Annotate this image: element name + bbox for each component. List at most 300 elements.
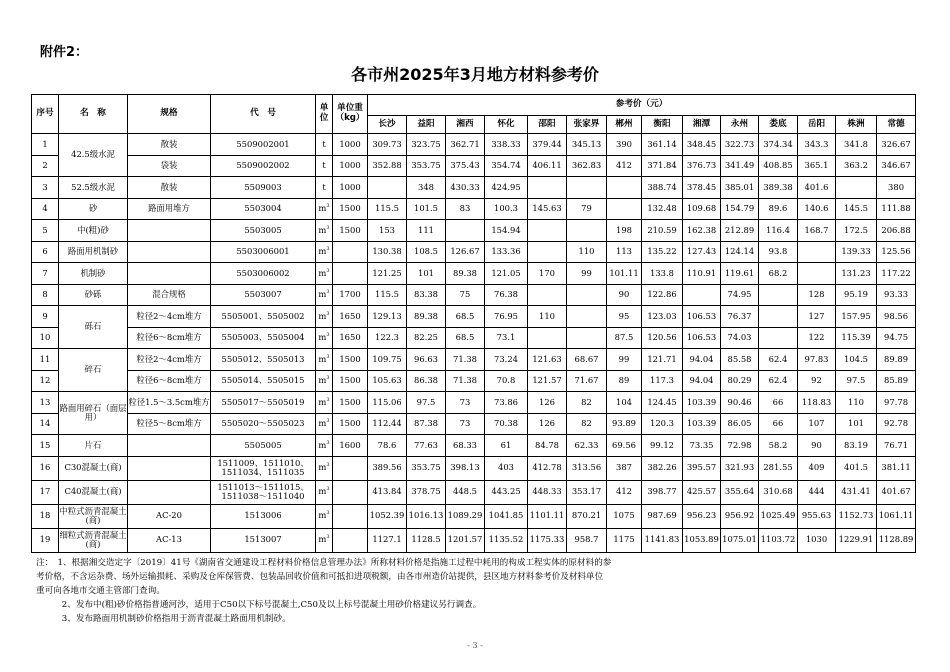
material-name: 碎石 [59, 349, 128, 392]
price-cell: 987.69 [642, 504, 683, 528]
price-cell: 210.59 [642, 220, 683, 242]
unit-weight: 1500 [333, 220, 368, 242]
price-cell: 408.85 [759, 155, 798, 177]
price-cell: 62.33 [567, 435, 607, 457]
price-cell: 348 [407, 177, 446, 199]
price-cell: 870.21 [567, 504, 607, 528]
price-cell: 120.56 [642, 327, 683, 349]
price-cell: 117.3 [642, 370, 683, 392]
unit-superscript: 3 [326, 396, 330, 403]
row-number: 3 [32, 177, 59, 199]
price-cell: 431.41 [836, 480, 877, 504]
price-cell: 79 [567, 198, 607, 220]
price-cell: 115.5 [368, 198, 407, 220]
table-row [32, 134, 916, 156]
price-cell: 448.33 [528, 480, 567, 504]
unit-text: t [322, 181, 326, 192]
price-cell: 83 [446, 198, 485, 220]
unit-superscript: 3 [326, 332, 330, 339]
price-cell: 128 [798, 284, 836, 306]
price-cell: 162.38 [683, 220, 721, 242]
price-cell: 120.3 [642, 413, 683, 435]
price-cell: 1101.11 [528, 504, 567, 528]
price-cell: 352.88 [368, 155, 407, 177]
header-unit: 单位 [316, 95, 333, 134]
row-number: 11 [32, 349, 59, 371]
price-cell: 1128.5 [407, 528, 446, 552]
price-cell: 1041.85 [485, 504, 528, 528]
price-cell: 133.36 [485, 241, 528, 263]
price-cell [567, 177, 607, 199]
price-cell: 116.4 [759, 220, 798, 242]
row-number: 12 [32, 370, 59, 392]
price-cell: 71.38 [446, 370, 485, 392]
price-cell: 1229.91 [836, 528, 877, 552]
unit-weight: 1650 [333, 327, 368, 349]
row-number: 13 [32, 392, 59, 414]
header-name: 名 称 [59, 95, 128, 134]
price-cell: 430.33 [446, 177, 485, 199]
header-code: 代 号 [211, 95, 316, 134]
price-cell: 80.29 [721, 370, 759, 392]
material-spec: AC-13 [128, 528, 211, 552]
price-cell: 388.74 [642, 177, 683, 199]
material-unit [316, 413, 333, 435]
material-unit [316, 284, 333, 306]
price-cell: 126 [528, 413, 567, 435]
price-cell: 395.57 [683, 456, 721, 480]
price-cell: 381.11 [877, 456, 916, 480]
material-unit [316, 263, 333, 285]
price-cell: 73 [446, 413, 485, 435]
note-line: 考价格，不含运杂费、场外运输损耗、采购及仓库保管费、包装品回收价值和可抵扣进项税额，由各市州造价站提供，县区地方材料参考价及材料单位 [36, 572, 604, 582]
material-unit [316, 370, 333, 392]
price-cell: 62.4 [759, 349, 798, 371]
table-row [32, 435, 916, 457]
table-row [32, 480, 916, 504]
material-spec: 混合规格 [128, 284, 211, 306]
price-cell: 341.8 [836, 134, 877, 156]
price-cell: 94.75 [877, 327, 916, 349]
price-cell: 444 [798, 480, 836, 504]
price-cell [683, 284, 721, 306]
unit-superscript: 3 [326, 224, 330, 231]
price-cell: 74.03 [721, 327, 759, 349]
price-cell: 71.38 [446, 349, 485, 371]
price-cell: 101 [407, 263, 446, 285]
price-cell: 122.86 [642, 284, 683, 306]
price-cell: 70.38 [485, 413, 528, 435]
price-cell: 281.55 [759, 456, 798, 480]
price-cell: 107 [798, 413, 836, 435]
header-city: 永州 [721, 116, 759, 134]
price-cell: 154.79 [721, 198, 759, 220]
material-spec: AC-20 [128, 504, 211, 528]
price-cell: 1141.83 [642, 528, 683, 552]
material-unit [316, 241, 333, 263]
price-cell: 110 [528, 306, 567, 328]
unit-weight [333, 528, 368, 552]
price-cell: 115.39 [836, 327, 877, 349]
material-unit [316, 456, 333, 480]
price-cell: 93.8 [759, 241, 798, 263]
price-cell: 82 [567, 392, 607, 414]
price-cell: 89.38 [446, 263, 485, 285]
material-code: 1511009、1511010、1511034、1511035 [211, 456, 316, 480]
price-cell: 338.33 [485, 134, 528, 156]
price-cell: 73 [446, 392, 485, 414]
price-cell: 87.38 [407, 413, 446, 435]
table-row [32, 456, 916, 480]
price-cell [528, 220, 567, 242]
note-line: 注： 1、根据湘交造定字〔2019〕41号《湖南省交通建设工程材料价格信息管理办法》所称材料价格是指施工过程中耗用的构成工程实体的原材料的参 [36, 558, 612, 568]
price-cell: 127 [798, 306, 836, 328]
price-cell: 401.6 [798, 177, 836, 199]
price-table [31, 94, 916, 553]
unit-text: m [318, 246, 327, 257]
material-code: 5503005 [211, 220, 316, 242]
unit-weight [333, 504, 368, 528]
material-spec: 散装 [128, 177, 211, 199]
price-cell: 379.44 [528, 134, 567, 156]
row-number: 17 [32, 480, 59, 504]
unit-superscript: 3 [326, 267, 330, 274]
material-unit [316, 220, 333, 242]
material-code: 5505001、5505002 [211, 306, 316, 328]
unit-text: m [318, 439, 327, 450]
price-cell: 1127.1 [368, 528, 407, 552]
price-cell: 90 [798, 435, 836, 457]
price-cell: 132.48 [642, 198, 683, 220]
price-cell: 68.5 [446, 306, 485, 328]
price-cell: 362.83 [567, 155, 607, 177]
price-cell: 110 [836, 392, 877, 414]
price-cell: 115.5 [368, 284, 407, 306]
price-cell: 1089.29 [446, 504, 485, 528]
price-cell: 119.61 [721, 263, 759, 285]
price-cell: 95 [607, 306, 642, 328]
price-cell: 68.33 [446, 435, 485, 457]
price-cell: 98.56 [877, 306, 916, 328]
price-cell: 401.5 [836, 456, 877, 480]
price-cell: 346.67 [877, 155, 916, 177]
material-spec: 路面用堆方 [128, 198, 211, 220]
price-cell: 101.5 [407, 198, 446, 220]
material-code: 5509003 [211, 177, 316, 199]
row-number: 16 [32, 456, 59, 480]
price-cell: 121.63 [528, 349, 567, 371]
price-cell: 130.38 [368, 241, 407, 263]
price-cell: 172.5 [836, 220, 877, 242]
unit-text: m [318, 534, 327, 545]
price-cell: 89.6 [759, 198, 798, 220]
price-cell: 73.35 [683, 435, 721, 457]
row-number: 7 [32, 263, 59, 285]
price-cell: 87.5 [607, 327, 642, 349]
price-cell: 145.63 [528, 198, 567, 220]
material-spec: 粒径1.5～3.5cm堆方 [128, 392, 211, 414]
header-city: 株洲 [836, 116, 877, 134]
unit-weight: 1000 [333, 155, 368, 177]
unit-text: m [318, 486, 327, 497]
unit-text: t [322, 138, 326, 149]
table-row [32, 177, 916, 199]
unit-text: m [318, 510, 327, 521]
unit-weight [333, 456, 368, 480]
price-cell: 68.67 [567, 349, 607, 371]
price-cell: 374.34 [759, 134, 798, 156]
unit-text: m [318, 224, 327, 235]
material-code: 5503006002 [211, 263, 316, 285]
price-cell: 94.04 [683, 349, 721, 371]
header-city: 娄底 [759, 116, 798, 134]
header-city: 益阳 [407, 116, 446, 134]
material-spec [128, 220, 211, 242]
price-cell: 125.56 [877, 241, 916, 263]
price-cell: 1025.49 [759, 504, 798, 528]
price-cell: 1052.39 [368, 504, 407, 528]
price-cell: 70.8 [485, 370, 528, 392]
price-cell: 89.89 [877, 349, 916, 371]
price-cell: 1016.13 [407, 504, 446, 528]
unit-weight [333, 480, 368, 504]
price-cell: 131.23 [836, 263, 877, 285]
price-cell: 111 [407, 220, 446, 242]
material-code: 5503006001 [211, 241, 316, 263]
material-spec [128, 456, 211, 480]
price-cell: 76.95 [485, 306, 528, 328]
material-code: 5503004 [211, 198, 316, 220]
price-cell: 86.05 [721, 413, 759, 435]
material-code: 5509002002 [211, 155, 316, 177]
price-cell: 112.44 [368, 413, 407, 435]
unit-text: m [318, 267, 327, 278]
price-cell: 1103.72 [759, 528, 798, 552]
material-spec [128, 263, 211, 285]
price-cell: 94.04 [683, 370, 721, 392]
price-cell: 93.89 [607, 413, 642, 435]
price-cell: 99.12 [642, 435, 683, 457]
material-name: 砂砾 [59, 284, 128, 306]
header-unit-weight: 单位重（kg） [333, 95, 368, 134]
material-code: 5505020～5505023 [211, 413, 316, 435]
page-number: - 3 - [467, 641, 483, 650]
price-cell: 387 [607, 456, 642, 480]
material-unit [316, 349, 333, 371]
header-city: 长沙 [368, 116, 407, 134]
price-cell: 117.22 [877, 263, 916, 285]
material-code: 5505012、5505013 [211, 349, 316, 371]
note-line: 3、发布路面用机制砂价格指用于沥青混凝土路面用机制砂。 [36, 614, 291, 624]
header-city: 邵阳 [528, 116, 567, 134]
price-cell: 111.88 [877, 198, 916, 220]
material-unit [316, 435, 333, 457]
price-cell: 127.43 [683, 241, 721, 263]
material-name: 片石 [59, 435, 128, 457]
price-cell: 89 [607, 370, 642, 392]
price-cell: 124.14 [721, 241, 759, 263]
price-cell: 353.75 [407, 456, 446, 480]
price-cell: 378.75 [407, 480, 446, 504]
row-number: 4 [32, 198, 59, 220]
price-cell: 86.38 [407, 370, 446, 392]
price-cell: 1053.89 [683, 528, 721, 552]
material-code: 5505003、5505004 [211, 327, 316, 349]
price-cell: 108.5 [407, 241, 446, 263]
price-cell: 109.68 [683, 198, 721, 220]
unit-superscript: 3 [326, 462, 330, 469]
price-cell: 83.38 [407, 284, 446, 306]
price-cell: 95.19 [836, 284, 877, 306]
price-cell: 424.95 [485, 177, 528, 199]
unit-text: m [318, 289, 327, 300]
price-cell: 68.5 [446, 327, 485, 349]
material-name: 52.5级水泥 [59, 177, 128, 199]
unit-text: m [318, 203, 327, 214]
price-cell: 71.67 [567, 370, 607, 392]
price-cell: 403 [485, 456, 528, 480]
row-number: 14 [32, 413, 59, 435]
material-unit [316, 155, 333, 177]
price-cell: 958.7 [567, 528, 607, 552]
unit-weight: 1500 [333, 413, 368, 435]
table-row [32, 413, 916, 435]
price-cell: 89.38 [407, 306, 446, 328]
price-cell: 309.73 [368, 134, 407, 156]
price-cell: 115.06 [368, 392, 407, 414]
price-cell: 76.71 [877, 435, 916, 457]
material-unit [316, 306, 333, 328]
price-cell: 101 [836, 413, 877, 435]
material-code: 5505014、5505015 [211, 370, 316, 392]
row-number: 10 [32, 327, 59, 349]
price-cell: 1061.11 [877, 504, 916, 528]
material-code: 5505005 [211, 435, 316, 457]
table-row [32, 220, 916, 242]
material-name: 机制砂 [59, 263, 128, 285]
unit-text: m [318, 396, 327, 407]
material-spec [128, 435, 211, 457]
material-name: C40混凝土(商) [59, 480, 128, 504]
row-number: 1 [32, 134, 59, 156]
header-city: 衡阳 [642, 116, 683, 134]
price-cell: 122.3 [368, 327, 407, 349]
unit-superscript: 3 [326, 510, 330, 517]
row-number: 6 [32, 241, 59, 263]
price-cell: 389.38 [759, 177, 798, 199]
price-cell: 121.57 [528, 370, 567, 392]
unit-superscript: 3 [326, 418, 330, 425]
price-cell: 170 [528, 263, 567, 285]
material-code: 1513007 [211, 528, 316, 552]
price-cell: 82.25 [407, 327, 446, 349]
price-cell: 1201.57 [446, 528, 485, 552]
note-line: 2、发布中(粗)砂价格指普通河沙，适用于C50以下标号混凝土,C50及以上标号混凝土用砂价格建议另行调查。 [36, 600, 482, 610]
unit-weight: 1500 [333, 349, 368, 371]
header-city: 岳阳 [798, 116, 836, 134]
price-cell: 153 [368, 220, 407, 242]
material-code: 5509002001 [211, 134, 316, 156]
footnotes [36, 556, 916, 626]
price-cell: 375.43 [446, 155, 485, 177]
price-cell: 390 [607, 134, 642, 156]
price-cell: 348.45 [683, 134, 721, 156]
material-name: 42.5级水泥 [59, 134, 128, 177]
unit-superscript: 3 [326, 289, 330, 296]
price-cell: 380 [877, 177, 916, 199]
material-name: 路面用机制砂 [59, 241, 128, 263]
price-cell [759, 284, 798, 306]
price-cell: 321.93 [721, 456, 759, 480]
table-row [32, 392, 916, 414]
price-cell [798, 241, 836, 263]
price-cell [368, 177, 407, 199]
price-cell: 84.78 [528, 435, 567, 457]
price-cell: 412 [607, 480, 642, 504]
price-cell: 106.53 [683, 306, 721, 328]
unit-weight [333, 263, 368, 285]
price-cell: 92.78 [877, 413, 916, 435]
unit-text: m [318, 462, 327, 473]
table-row [32, 504, 916, 528]
price-cell: 82 [567, 413, 607, 435]
price-cell [567, 284, 607, 306]
price-cell: 97.5 [836, 370, 877, 392]
price-cell: 96.63 [407, 349, 446, 371]
unit-text: m [318, 375, 327, 386]
material-spec [128, 241, 211, 263]
price-cell: 313.56 [567, 456, 607, 480]
price-cell: 1152.73 [836, 504, 877, 528]
unit-superscript: 3 [326, 375, 330, 382]
unit-text: m [318, 418, 327, 429]
material-spec: 粒径6～8cm堆方 [128, 327, 211, 349]
price-cell: 100.3 [485, 198, 528, 220]
price-cell: 77.63 [407, 435, 446, 457]
price-cell [836, 177, 877, 199]
price-cell: 97.83 [798, 349, 836, 371]
material-unit [316, 198, 333, 220]
table-row [32, 349, 916, 371]
price-cell [567, 327, 607, 349]
price-cell: 90.46 [721, 392, 759, 414]
price-cell: 133.8 [642, 263, 683, 285]
price-cell: 66 [759, 413, 798, 435]
price-cell: 124.45 [642, 392, 683, 414]
price-cell: 376.73 [683, 155, 721, 177]
price-cell: 1030 [798, 528, 836, 552]
price-cell: 109.75 [368, 349, 407, 371]
price-cell: 105.63 [368, 370, 407, 392]
unit-text: m [318, 310, 327, 321]
note-line: 重可向各地市交通主管部门查询。 [36, 586, 165, 596]
header-city: 湘潭 [683, 116, 721, 134]
price-cell: 341.49 [721, 155, 759, 177]
unit-weight: 1600 [333, 435, 368, 457]
price-cell: 168.7 [798, 220, 836, 242]
price-cell: 409 [798, 456, 836, 480]
unit-weight: 1000 [333, 177, 368, 199]
unit-weight [333, 241, 368, 263]
price-cell: 121.25 [368, 263, 407, 285]
material-code: 5503007 [211, 284, 316, 306]
row-number: 18 [32, 504, 59, 528]
price-cell: 66 [759, 392, 798, 414]
table-row [32, 284, 916, 306]
unit-weight: 1500 [333, 198, 368, 220]
price-cell [528, 327, 567, 349]
unit-weight: 1700 [333, 284, 368, 306]
